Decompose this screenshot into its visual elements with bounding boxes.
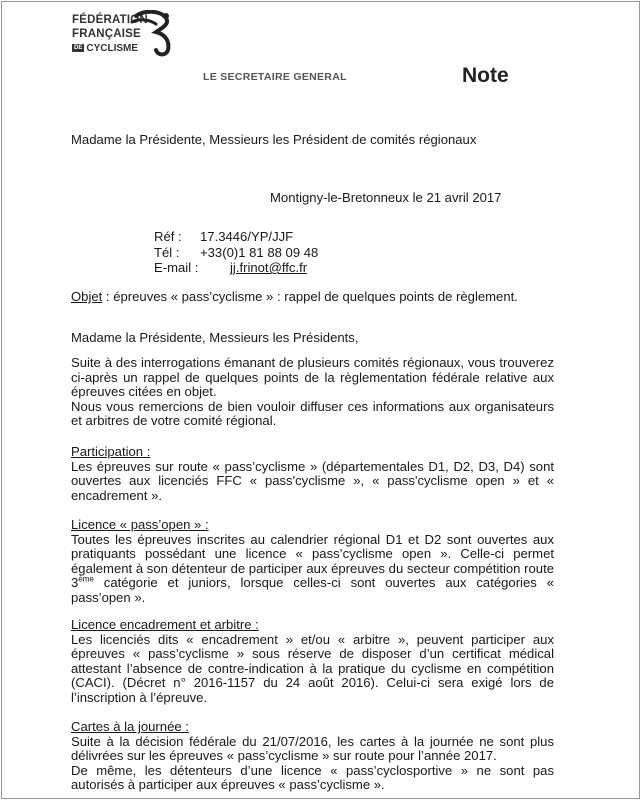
- tel-row: [154, 245, 318, 260]
- logo-line-2: FRANÇAISE: [72, 28, 141, 40]
- section-title: Participation :: [71, 444, 151, 459]
- section-title: Licence « pass’open » :: [71, 517, 209, 532]
- ref-label: Réf :: [154, 229, 182, 244]
- email-row: [154, 260, 307, 275]
- intro-paragraph-1: Suite à des interrogations émanant de plusieurs comités régionaux, vous trouverez ci-après un rappel de quelques points de la règlementation fédérale relative aux épreuves citées en objet.: [71, 355, 554, 400]
- logo-line-3-text: CYCLISME: [86, 43, 139, 54]
- tel-value: +33(0)1 81 88 09 48: [200, 245, 319, 260]
- section-title: Cartes à la journée :: [71, 719, 189, 734]
- section-body: [71, 533, 554, 606]
- section-body-paragraph-2: De même, les détenteurs d’une licence « pass’cyclosportive » ne sont pas autorisés à participer aux épreuves « pass’cyclisme ».: [71, 762, 554, 793]
- logo-line-3-prefix: DE: [74, 45, 83, 52]
- section-body-part: catégorie et juniors, lorsque celles-ci sont ouvertes aux catégories « pass’open ».: [71, 575, 554, 605]
- section-body-paragraph-1: Suite à la décision fédérale du 21/07/2016, les cartes à la journée ne sont plus délivrées sur les épreuves « pass’cyclisme » sur route pour l’année 2017.: [71, 733, 554, 764]
- place-date: Montigny-le-Bretonneux le 21 avril 2017: [270, 190, 502, 205]
- subject-line: [71, 290, 518, 305]
- cyclist-swoosh-icon: [130, 10, 174, 58]
- subject-label: Objet: [71, 289, 103, 304]
- ref-row: [154, 229, 293, 244]
- recipient-line: Madame la Présidente, Messieurs les Président de comités régionaux: [71, 132, 477, 147]
- section-body-part: Toutes les épreuves inscrites au calendrier régional D1 et D2 sont ouvertes aux pratiquants possédant une licence « pass’cyclisme open ». Celle-ci permet également à son détenteur de participer aux épreuves du secteur compétition route 3: [71, 531, 554, 591]
- section-body: Les épreuves sur route « pass’cyclisme » (départementales D1, D2, D3, D4) sont ouvertes aux licenciés FFC « pass'cyclisme », « pass'cyclisme open » et « encadrement ».: [71, 458, 554, 503]
- section-cartes: [71, 720, 554, 793]
- salutation: Madame la Présidente, Messieurs les Présidents,: [71, 330, 359, 345]
- logo-line-1: FÉDÉRATION: [72, 14, 148, 26]
- section-title: Licence encadrement et arbitre :: [71, 617, 259, 632]
- intro-paragraph-2: Nous vous remercions de bien vouloir diffuser ces informations aux organisateurs et arbitres de votre comité régional.: [71, 398, 554, 429]
- logo-line-3: [72, 43, 138, 54]
- section-body: Les licenciés dits « encadrement » et/ou « arbitre », peuvent participer aux épreuves « pass’cyclisme » sous réserve de disposer d’un certificat médical attestant l’absence de contre-indication à la pratique du cyclisme en compétition (CACI). (Décret n° 2016-1157 du 24 août 2016). Celui-ci sera exigé lors de l’inscription à l’épreuve.: [71, 631, 554, 705]
- document-type: Note: [462, 64, 509, 87]
- ref-value: 17.3446/YP/JJF: [200, 229, 294, 244]
- tel-label: Tél :: [154, 245, 180, 260]
- section-licence-encadrement: [71, 618, 554, 706]
- superscript: ème: [78, 575, 94, 585]
- email-link[interactable]: jj.frinot@ffc.fr: [230, 260, 308, 275]
- email-label: E-mail :: [154, 260, 199, 275]
- intro-paragraphs: [71, 356, 554, 429]
- section-licence-open: [71, 518, 554, 606]
- document-page: [1, 1, 640, 799]
- section-participation: [71, 445, 554, 503]
- subject-text: : épreuves « pass’cyclisme » : rappel de quelques points de règlement.: [102, 289, 518, 304]
- ffc-logo: [72, 10, 172, 60]
- sender-title: LE SECRETAIRE GENERAL: [203, 71, 347, 83]
